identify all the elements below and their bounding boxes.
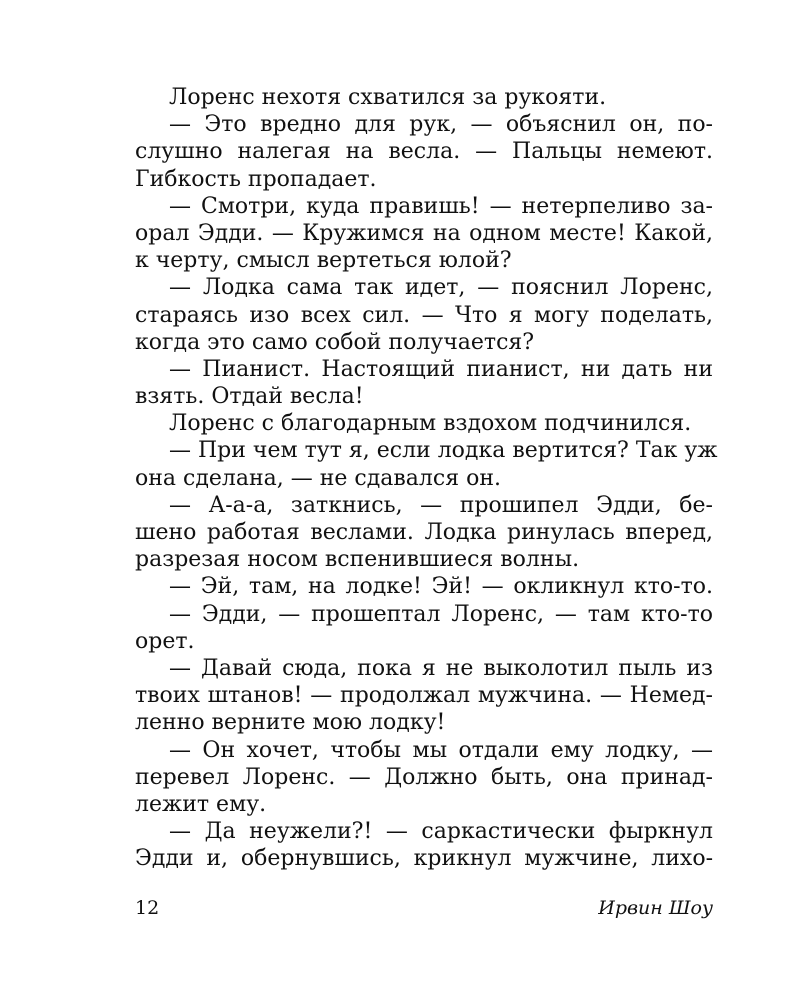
text-line: она сделана, — не сдавался он. <box>135 465 501 491</box>
running-head-author: Ирвин Шоу <box>598 897 713 919</box>
body-text <box>135 84 718 872</box>
text-line: твоих штанов! — продолжал мужчина. — Немед- <box>135 683 713 709</box>
text-line: — Давай сюда, пока я не выколотил пыль из <box>169 655 713 681</box>
text-line: Лоренс с благодарным вздохом подчинился. <box>169 411 692 437</box>
text-line: взять. Отдай весла! <box>135 384 364 410</box>
text-line: когда это само собой получается? <box>135 329 535 355</box>
text-line: шено работая веслами. Лодка ринулась вперед, <box>135 520 713 545</box>
text-line: перевел Лоренс. — Должно быть, она принад- <box>135 764 713 790</box>
text-line: разрезая носом вспенившиеся волны. <box>135 547 580 573</box>
text-line: — Это вредно для рук, — объяснил он, по- <box>169 112 713 138</box>
text-line: — Пианист. Настоящий пианист, ни дать ни <box>169 356 713 382</box>
text-line: стараясь изо всех сил. — Что я могу поделать, <box>135 302 713 328</box>
text-line: — Да неужели?! — саркастически фыркнул <box>169 819 713 845</box>
text-line: — А-а-а, заткнись, — прошипел Эдди, бе- <box>169 492 713 518</box>
text-line: — Он хочет, чтобы мы отдали ему лодку, — <box>169 737 713 763</box>
text-line: — Эдди, — прошептал Лоренс, — там кто-то <box>169 601 713 627</box>
page-footer <box>135 897 713 923</box>
text-line: Лоренс нехотя схватился за рукояти. <box>169 85 607 110</box>
text-line: орал Эдди. — Кружимся на одном месте! Какой, <box>135 220 713 246</box>
text-line: — Лодка сама так идет, — пояснил Лоренс, <box>169 275 713 301</box>
text-line: — Смотри, куда правишь! — нетерпеливо за- <box>169 193 713 219</box>
text-line: — Эй, там, на лодке! Эй! — окликнул кто-то. <box>169 574 713 600</box>
text-line: орет. <box>135 628 195 654</box>
text-line: ленно верните мою лодку! <box>135 710 446 736</box>
text-line: Гибкость пропадает. <box>135 166 377 192</box>
text-line: Эдди и, обернувшись, крикнул мужчине, лихо- <box>135 846 713 872</box>
page-number: 12 <box>135 897 160 919</box>
text-line: к черту, смысл вертеться юлой? <box>135 248 512 274</box>
text-line: лежит ему. <box>135 791 267 817</box>
text-line: слушно налегая на весла. — Пальцы немеют. <box>135 139 713 165</box>
text-line: — При чем тут я, если лодка вертится? Так уж <box>169 438 718 464</box>
